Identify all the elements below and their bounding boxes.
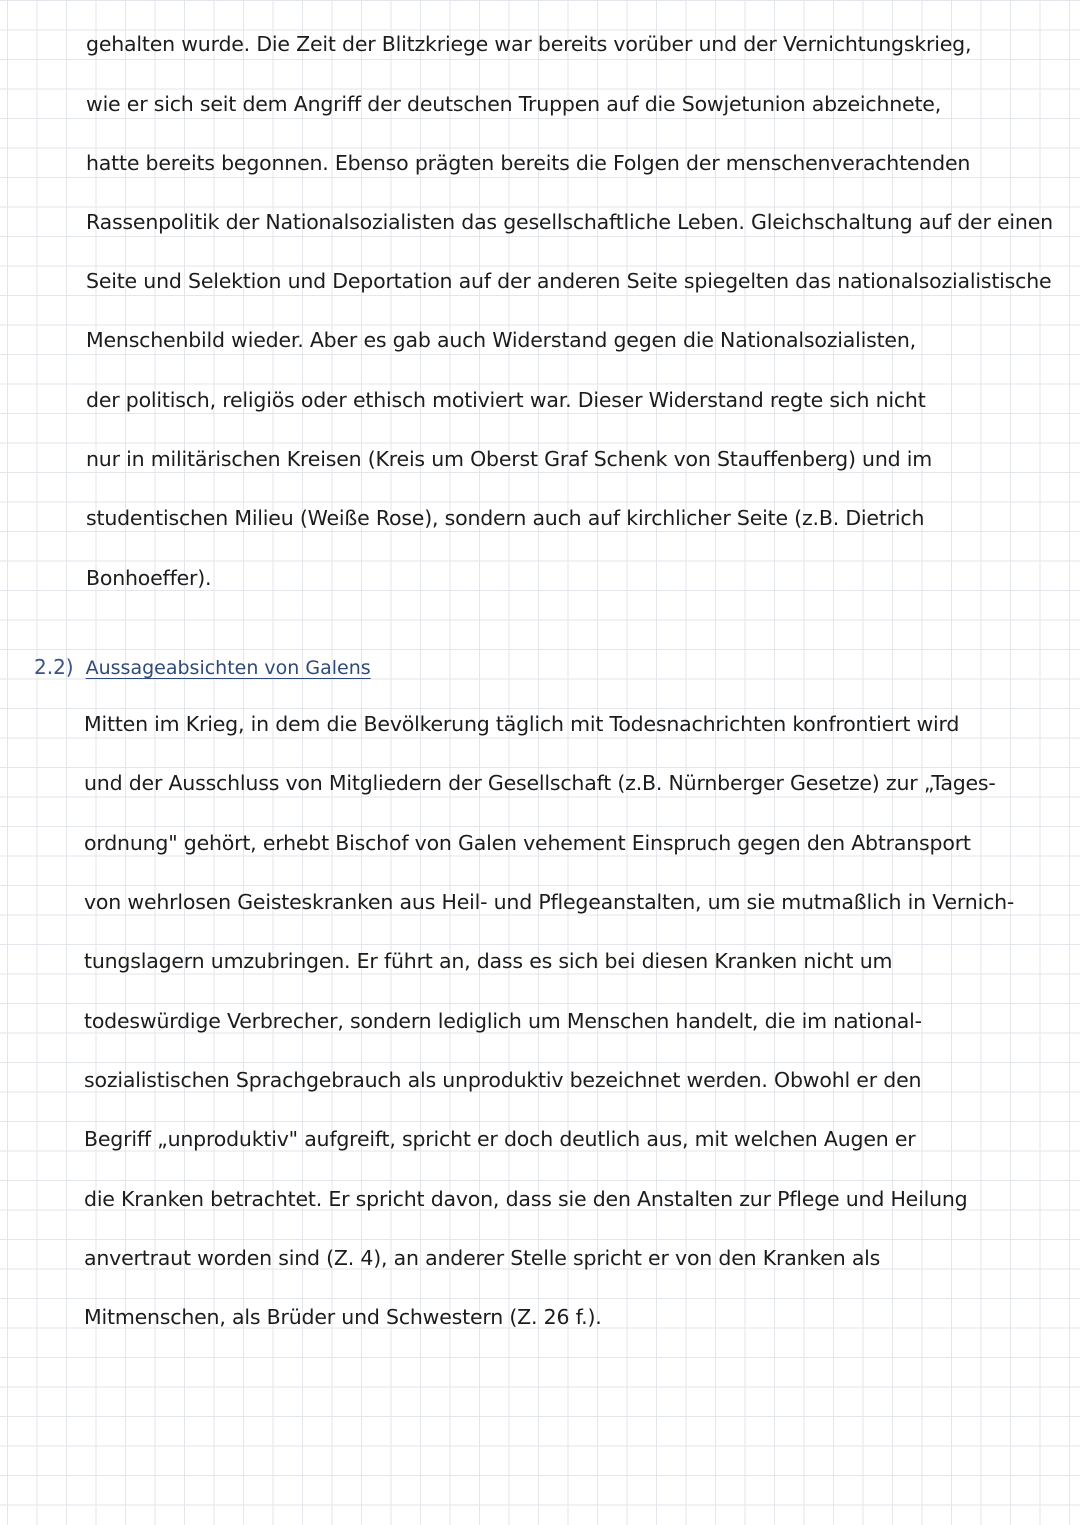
text-line: Begriff „unproduktiv" aufgreift, spricht er doch deutlich aus, mit welchen Augen er	[84, 1127, 916, 1151]
text-line: Menschenbild wieder. Aber es gab auch Widerstand gegen die Nationalsozialisten,	[86, 328, 916, 352]
text-line: nur in militärischen Kreisen (Kreis um Oberst Graf Schenk von Stauffenberg) und im	[86, 447, 933, 471]
text-line: ordnung" gehört, erhebt Bischof von Galen vehement Einspruch gegen den Abtransport	[84, 831, 971, 855]
text-line: der politisch, religiös oder ethisch motiviert war. Dieser Widerstand regte sich nicht	[86, 388, 926, 412]
text-line: Mitten im Krieg, in dem die Bevölkerung täglich mit Todesnachrichten konfrontiert wird	[84, 712, 960, 736]
text-line: von wehrlosen Geisteskranken aus Heil- und Pflegeanstalten, um sie mutmaßlich in Vernich-	[84, 890, 1015, 914]
section-title: Aussageabsichten von Galens	[85, 657, 371, 679]
text-line: Seite und Selektion und Deportation auf der anderen Seite spiegelten das nationalsozialistische	[86, 269, 1052, 293]
text-line: hatte bereits begonnen. Ebenso prägten bereits die Folgen der menschenverachtenden	[86, 151, 971, 175]
text-line: tungslagern umzubringen. Er führt an, dass es sich bei diesen Kranken nicht um	[84, 949, 893, 973]
text-line: Rassenpolitik der Nationalsozialisten das gesellschaftliche Leben. Gleichschaltung auf der einen	[86, 210, 1053, 234]
text-line: Bonhoeffer).	[86, 566, 212, 590]
text-line: anvertraut worden sind (Z. 4), an anderer Stelle spricht er von den Kranken als	[84, 1246, 881, 1270]
section-number: 2.2)	[34, 655, 74, 679]
section-heading	[34, 652, 371, 683]
text-line: gehalten wurde. Die Zeit der Blitzkriege war bereits vorüber und der Vernichtungskrieg,	[86, 32, 972, 56]
text-line: und der Ausschluss von Mitgliedern der Gesellschaft (z.B. Nürnberger Gesetze) zur „Tages-	[84, 771, 996, 795]
text-line: wie er sich seit dem Angriff der deutschen Truppen auf die Sowjetunion abzeichnete,	[86, 92, 942, 116]
text-line: die Kranken betrachtet. Er spricht davon, dass sie den Anstalten zur Pflege und Heilung	[84, 1187, 968, 1211]
text-line: Mitmenschen, als Brüder und Schwestern (Z. 26 f.).	[84, 1305, 602, 1329]
text-line: todeswürdige Verbrecher, sondern lediglich um Menschen handelt, die im national-	[84, 1009, 922, 1033]
text-line: sozialistischen Sprachgebrauch als unproduktiv bezeichnet werden. Obwohl er den	[84, 1068, 922, 1092]
text-line: studentischen Milieu (Weiße Rose), sondern auch auf kirchlicher Seite (z.B. Dietrich	[86, 506, 925, 530]
